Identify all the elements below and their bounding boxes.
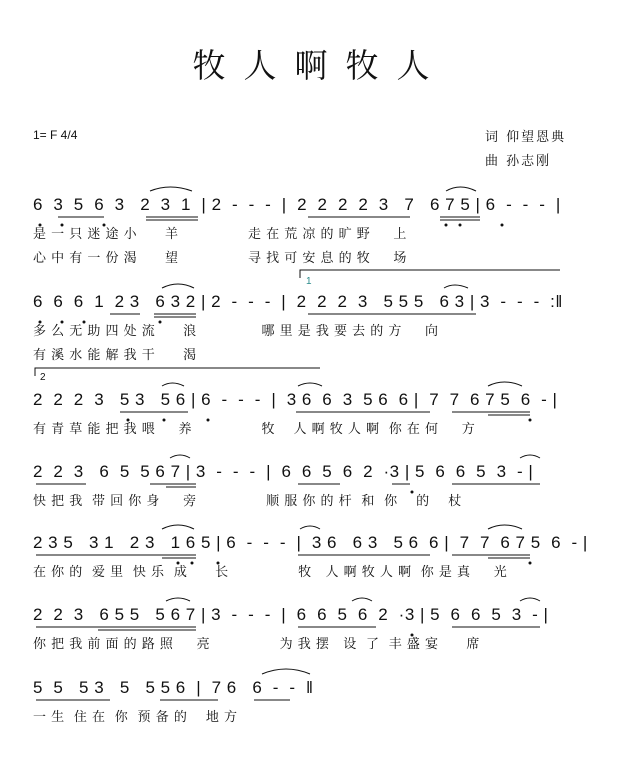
lyric-verse-1: 有 青 草 能 把 我 喂 养 牧 人 啊 牧 人 啊 你 在 何 方: [33, 422, 476, 437]
jianpu-notes: 6 6 6 1 2 3 6 3 2 | 2 - - - | 2 2 2 3 5 5 5 6 3 | 3 - - - :‖: [33, 292, 563, 311]
key-signature: 1= F 4/4: [33, 128, 78, 142]
lyric-verse-1: 多 么 无 助 四 处 流 浪 哪 里 是 我 要 去 的 方 向: [33, 324, 439, 339]
volta-number: 1: [306, 276, 312, 287]
jianpu-notes: 2 2 3 6 5 5 6 7 | 3 - - - | 6 6 5 6 2 ·3 | 5 6 6 5 3 - |: [33, 462, 534, 481]
song-title: 牧人啊牧人: [192, 46, 448, 85]
lyric-verse-2: 有 溪 水 能 解 我 干 渴: [33, 348, 197, 363]
lyric-verse-2: 心 中 有 一 份 渴 望 寻 找 可 安 息 的 牧 场: [33, 251, 407, 266]
jianpu-notes: 2 2 3 6 5 5 5 6 7 | 3 - - - | 6 6 5 6 2 ·3 | 5 6 6 5 3 - |: [33, 605, 549, 624]
lyric-verse-1: 你 把 我 前 面 的 路 照 亮 为 我 摆 设 了 丰 盛 宴 席: [33, 637, 480, 652]
jianpu-notes: 2 3 5 3 1 2 3 1 6 5 | 6 - - - | 3 6 6 3 5 6 6 | 7 7 6 7 5 6 - |: [33, 533, 588, 552]
lyricist-credit: 词 仰望恩典: [485, 130, 567, 145]
lyric-verse-1: 是 一 只 迷 途 小 羊 走 在 荒 凉 的 旷 野 上: [33, 227, 407, 242]
lyric-verse-1: 在 你 的 爱 里 快 乐 成 长 牧 人 啊 牧 人 啊 你 是 真 光: [33, 565, 508, 580]
jianpu-notes: 6 3 5 6 3 2 3 1 | 2 - - - | 2 2 2 2 3 7 6 7 5 | 6 - - - |: [33, 195, 561, 214]
composer-credit: 曲 孙志刚: [485, 154, 552, 169]
lyric-verse-1: 一 生 住 在 你 预 备 的 地 方: [33, 710, 238, 725]
score-row-1: [0, 195, 640, 285]
volta-number: 2: [40, 372, 46, 383]
score-row-7: [0, 678, 640, 768]
lyric-verse-1: 快 把 我 带 回 你 身 旁 顺 服 你 的 杆 和 你 的 杖: [33, 494, 462, 509]
jianpu-notes: 2 2 2 3 5 3 5 6 | 6 - - - | 3 6 6 3 5 6 6 | 7 7 6 7 5 6 - |: [33, 390, 558, 409]
jianpu-notes: 5 5 5 3 5 5 5 6 | 7 6 6 - - ‖: [33, 678, 314, 697]
